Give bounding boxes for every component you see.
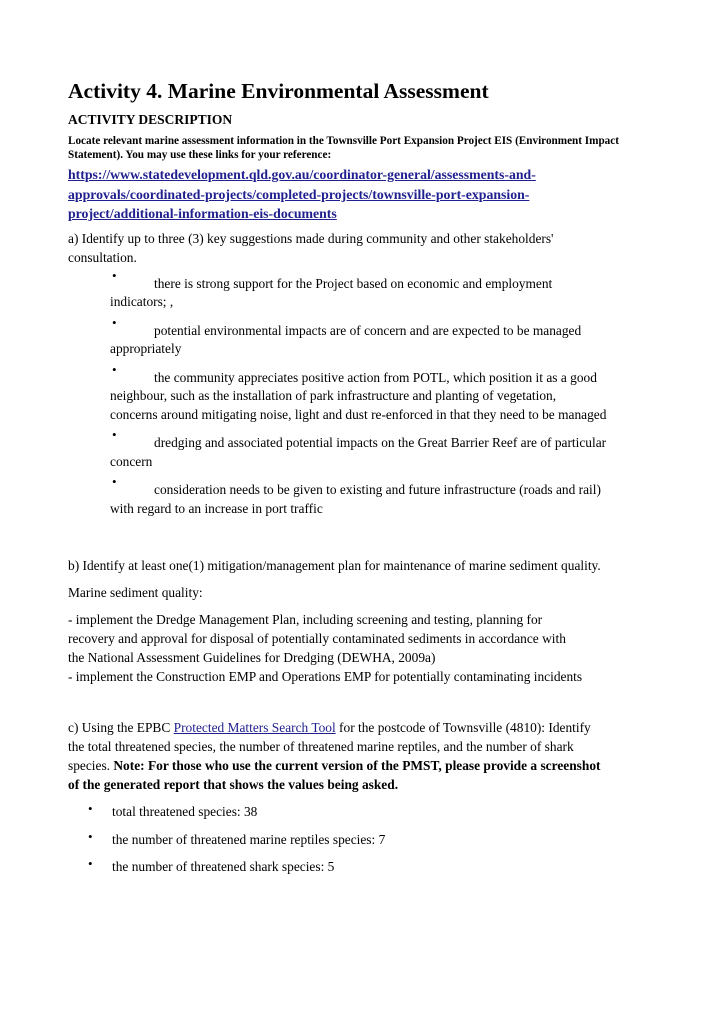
mitigation-line: recovery and approval for disposal of potentially contaminated sediments in accordance with — [68, 631, 566, 646]
answer-line: there is strong support for the Project based on economic and employment — [154, 275, 553, 291]
question-c-text: for the postcode of Townsville (4810): Identify — [335, 720, 591, 735]
list-item — [110, 427, 648, 471]
mitigation-line: the National Assessment Guidelines for Dredging (DEWHA, 2009a) — [68, 650, 436, 665]
mitigation-line: - implement the Dredge Management Plan, including screening and testing, planning for — [68, 612, 543, 627]
document-page — [68, 78, 648, 877]
list-item — [110, 474, 648, 518]
answer-line: appropriately — [110, 341, 182, 356]
mitigation-line: - implement the Construction EMP and Operations EMP for potentially contaminating incidents — [68, 669, 583, 684]
list-item — [68, 858, 648, 877]
question-c-answer-list — [68, 803, 648, 877]
question-c-note: Note: For those who use the current version of the PMST, please provide a screenshot — [113, 758, 601, 773]
reference-link-line-2[interactable]: approvals/coordinated-projects/completed-projects/townsville-port-expansion- — [68, 186, 530, 202]
answer-marine-reptiles: the number of threatened marine reptiles species: 7 — [112, 831, 386, 847]
list-item — [110, 314, 648, 359]
intro-text: Locate relevant marine assessment information in the Townsville Port Expansion Project EIS (Environment Impact Statement). You may use these links for your reference: — [68, 135, 619, 161]
bullet-icon: • — [112, 361, 117, 377]
answer-line: concern — [110, 453, 153, 469]
marine-sediment-label: Marine sediment quality: — [68, 585, 203, 600]
bullet-icon: • — [112, 427, 117, 442]
answer-line: the community appreciates positive action from POTL, which position it as a good — [154, 369, 597, 385]
question-b-prompt: b) Identify at least one(1) mitigation/management plan for maintenance of marine sediment quality. — [68, 558, 601, 573]
answer-line: potential environmental impacts are of concern and are expected to be managed — [154, 322, 582, 338]
bullet-icon: • — [88, 801, 93, 816]
bullet-icon: • — [88, 828, 93, 844]
activity-description-heading: ACTIVITY DESCRIPTION — [68, 112, 233, 127]
answer-shark-species: the number of threatened shark species: 5 — [112, 859, 335, 874]
list-item — [68, 803, 648, 822]
question-a-prompt-line-1: a) Identify up to three (3) key suggestions made during community and other stakeholders' — [68, 230, 554, 246]
question-c-prompt — [68, 718, 648, 794]
pmst-link[interactable]: Protected Matters Search Tool — [173, 720, 336, 735]
answer-line: consideration needs to be given to existing and future infrastructure (roads and rail) — [154, 482, 601, 497]
bullet-icon: • — [88, 856, 93, 871]
page-title: Activity 4. Marine Environmental Assessment — [68, 79, 489, 103]
answer-line: concerns around mitigating noise, light and dust re-enforced in that they need to be managed — [110, 406, 607, 422]
bullet-icon: • — [112, 267, 117, 283]
answer-total-threatened: total threatened species: 38 — [112, 804, 258, 819]
question-c-text: c) Using the EPBC — [68, 720, 174, 735]
answer-line: neighbour, such as the installation of park infrastructure and planting of vegetation, — [110, 388, 557, 403]
bullet-icon: • — [112, 314, 117, 330]
question-a-prompt-line-2: consultation. — [68, 249, 137, 265]
list-item — [110, 361, 648, 425]
mitigation-text — [68, 610, 648, 686]
reference-link-line-3[interactable]: project/additional-information-eis-documents — [68, 206, 337, 221]
question-a-prompt — [68, 229, 648, 267]
bullet-icon: • — [112, 474, 117, 489]
reference-link[interactable] — [68, 165, 648, 224]
answer-line: indicators; , — [110, 294, 174, 309]
question-c-text: the total threatened species, the number of threatened marine reptiles, and the number of shark — [68, 739, 574, 754]
answer-line: with regard to an increase in port traffic — [110, 500, 323, 516]
answer-line: dredging and associated potential impacts on the Great Barrier Reef are of particular — [154, 435, 607, 450]
reference-link-line-1[interactable]: https://www.statedevelopment.qld.gov.au/coordinator-general/assessments-and- — [68, 167, 536, 182]
list-item — [68, 828, 648, 850]
list-item — [110, 267, 648, 312]
question-c-note: of the generated report that shows the values being asked. — [68, 777, 399, 792]
question-c-text: species. — [68, 758, 114, 773]
question-a-answer-list — [68, 267, 648, 519]
